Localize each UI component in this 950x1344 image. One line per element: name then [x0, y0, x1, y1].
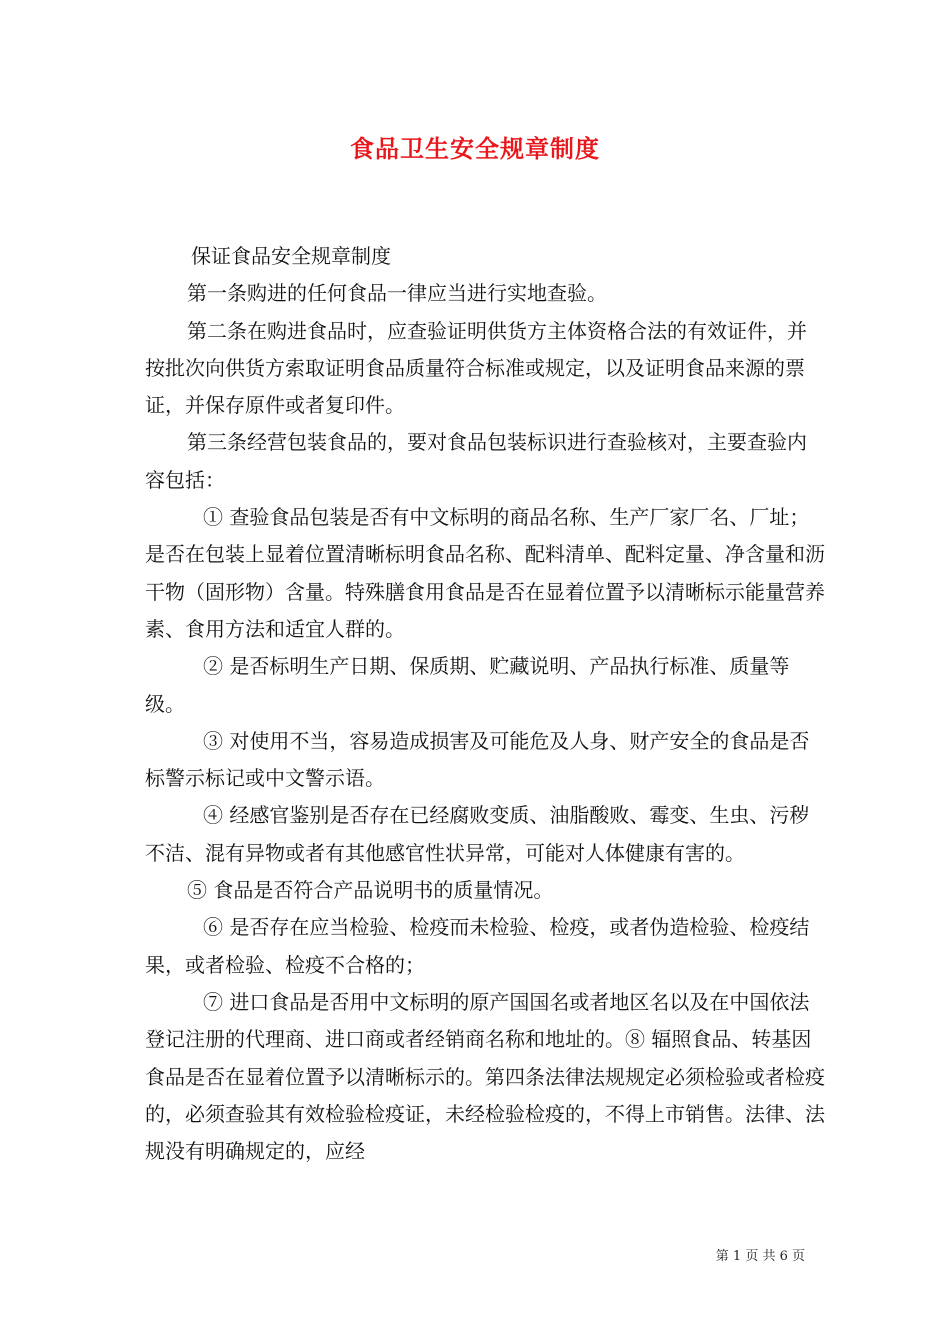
paragraph-item-3: ③ 对使用不当，容易造成损害及可能危及人身、财产安全的食品是否标警示标记或中文警示语。 — [145, 728, 810, 791]
page-number: 第 1 页 共 6 页 — [715, 1249, 805, 1264]
paragraph-item-5: ⑤ 食品是否符合产品说明书的质量情况。 — [187, 878, 554, 903]
paragraph-item-1: ① 查验食品包装是否有中文标明的商品名称、生产厂家厂名、厂址；是否在包装上显着位置清晰标明食品名称、配料清单、配料定量、净含量和沥干物（固形物）含量。特殊膳食用食品是否在显着位置予以清晰标示能量营养素、食用方法和适宜人群的。 — [145, 505, 825, 641]
paragraph-item-2: ② 是否标明生产日期、保质期、贮藏说明、产品执行标准、质量等级。 — [145, 654, 790, 716]
paragraph-heading: 保证食品安全规章制度 — [191, 244, 391, 268]
paragraph-article-1: 第一条购进的任何食品一律应当进行实地查验。 — [187, 281, 607, 306]
page-title: 食品卫生安全规章制度 — [350, 134, 600, 163]
paragraph-article-2: 第二条在购进食品时，应查验证明供货方主体资格合法的有效证件，并按批次向供货方索取证明食品质量符合标准或规定，以及证明食品来源的票证，并保存原件或者复印件。 — [145, 318, 807, 418]
paragraph-item-4: ④ 经感官鉴别是否存在已经腐败变质、油脂酸败、霉变、生虫、污秽不洁、混有异物或者有其他感官性状异常，可能对人体健康有害的。 — [145, 803, 810, 865]
paragraph-item-7: ⑦ 进口食品是否用中文标明的原产国国名或者地区名以及在中国依法登记注册的代理商、进口商或者经销商名称和地址的。⑧ 辐照食品、转基因食品是否在显着位置予以清晰标示的。第四条法律法规规定必须检验或者检疫的，必须查验其有效检验检疫证，未经检验检疫的，不得上市销售。法律、法规没有明确规定的，应经 — [145, 989, 825, 1164]
paragraph-item-6: ⑥ 是否存在应当检验、检疫而未检验、检疫，或者伪造检验、检疫结果，或者检验、检疫不合格的； — [145, 915, 810, 977]
paragraph-article-3: 第三条经营包装食品的，要对食品包装标识进行查验核对，主要查验内容包括： — [145, 430, 807, 492]
document-body — [145, 238, 825, 1170]
